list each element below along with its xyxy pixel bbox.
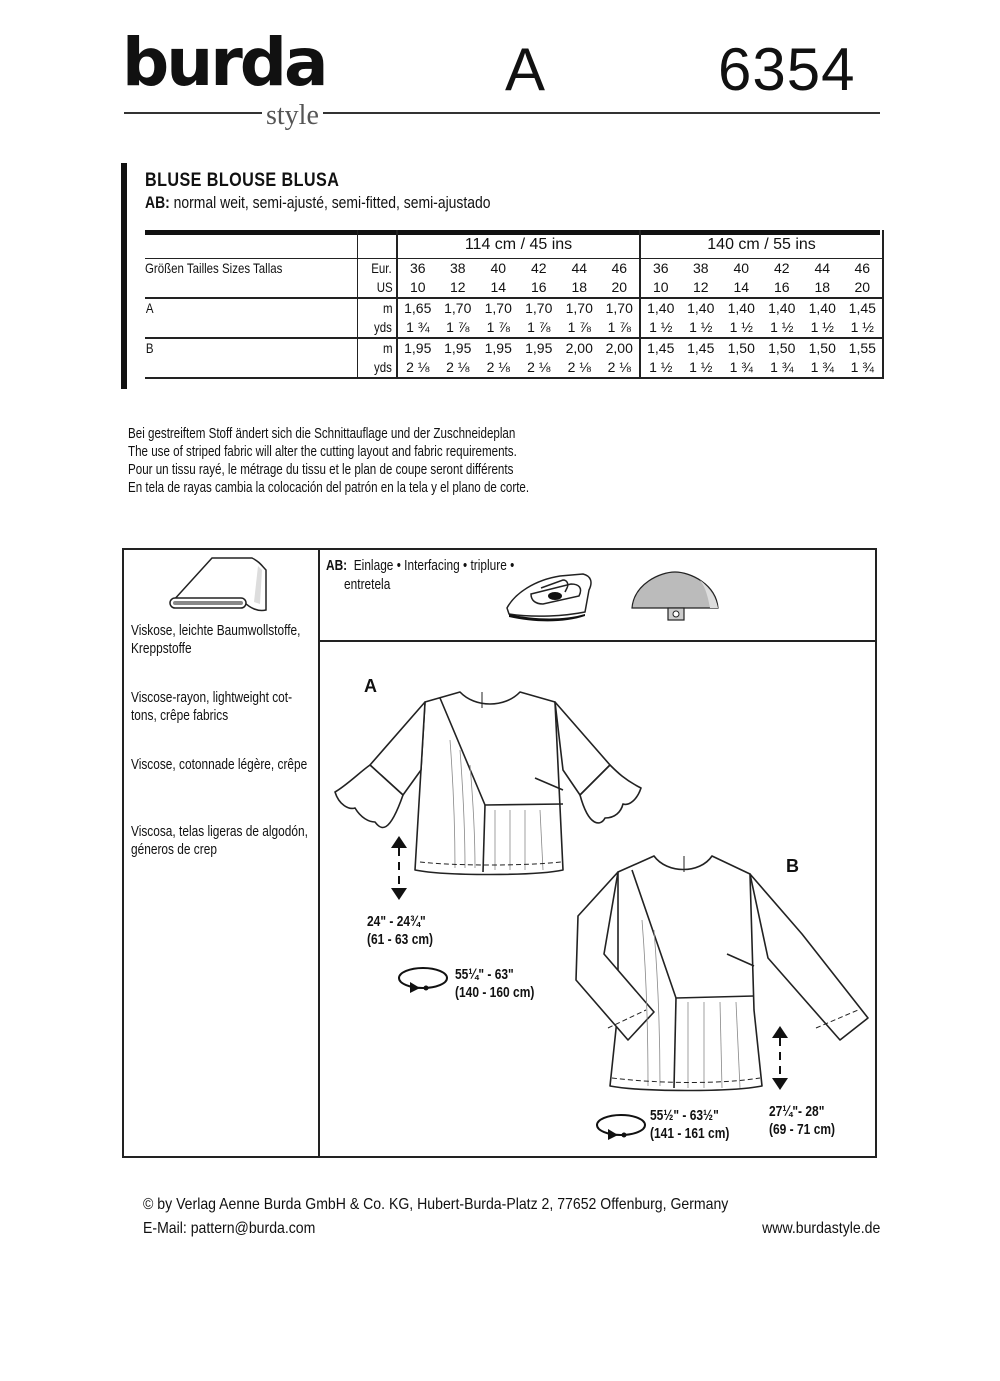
yardage-cell: 2 ⅛	[397, 358, 438, 378]
striped-fabric-note	[128, 425, 529, 497]
yard-label: yds	[374, 319, 393, 335]
view-b-length-in: 27¼"- 28"	[769, 1103, 825, 1120]
view-a-length-cm: (61 - 63 cm)	[367, 931, 434, 948]
width-header-row	[145, 230, 883, 259]
view-b-row-label: B	[145, 340, 154, 356]
yardage-cell: 2 ⅛	[478, 358, 519, 378]
yardage-cell: 1,95	[484, 340, 512, 356]
meter-label: m	[383, 340, 393, 356]
yardage-cell: 1,70	[525, 300, 553, 316]
yardage-cell: 2,00	[600, 338, 641, 358]
yardage-cell: 1,40	[687, 300, 715, 316]
website-link[interactable]: www.burdastyle.de	[761, 1220, 880, 1237]
yardage-cell: 1 ¾	[762, 358, 803, 378]
view-b-hem-in: 55½" - 63½"	[650, 1107, 719, 1124]
yardage-cell: 12	[438, 278, 479, 298]
yardage-cell: 1 ¾	[802, 358, 843, 378]
yardage-cell: 1,65	[404, 300, 432, 316]
copyright-line: © by Verlag Aenne Burda GmbH & Co. KG, Hubert-Burda-Platz 2, 77652 Offenburg, Germany	[143, 1196, 729, 1213]
sizes-label: Größen Tailles Sizes Tallas	[145, 260, 283, 276]
yardage-cell: 1 ½	[681, 318, 722, 338]
yardage-cell: 1,50	[727, 340, 755, 356]
view-a-hem	[455, 966, 534, 1002]
view-b-meter-row	[145, 338, 883, 358]
yard-label: yds	[374, 359, 393, 375]
fabric-line: Viscosa, telas ligeras de algodón,	[131, 824, 308, 840]
view-b-label: B	[786, 856, 799, 876]
hem-width-icon	[594, 1112, 648, 1140]
yardage-cell: 38	[449, 260, 466, 276]
brand-logo-sub: style	[262, 102, 323, 130]
yardage-cell: 1,50	[768, 340, 796, 356]
yardage-cell: 12	[681, 278, 722, 298]
yardage-cell: 18	[802, 278, 843, 298]
yardage-cell: 1 ½	[640, 358, 681, 378]
yardage-cell: 20	[600, 278, 641, 298]
view-b-hem	[650, 1107, 729, 1143]
yardage-cell: 1,70	[444, 300, 472, 316]
section-bar	[121, 163, 127, 389]
yardage-cell: 10	[397, 278, 438, 298]
yardage-cell: 1,40	[727, 300, 755, 316]
us-label: US	[376, 279, 393, 295]
yardage-cell: 2 ⅛	[519, 358, 560, 378]
yardage-cell: 1,95	[525, 340, 553, 356]
fabric-line: Viscose-rayon, lightweight cot-	[131, 690, 293, 706]
view-a-hem-in: 55¼" - 63"	[455, 966, 514, 983]
yardage-cell: 36	[652, 260, 669, 276]
view-a-row-label: A	[145, 300, 154, 316]
hem-width-icon	[396, 965, 450, 993]
yardage-cell: 1 ½	[802, 318, 843, 338]
interfacing-note	[326, 557, 514, 595]
view-b-yard-row	[145, 358, 883, 378]
yardage-cell: 16	[519, 278, 560, 298]
yardage-cell: 1 ½	[721, 318, 762, 338]
brand-logo: burda	[122, 24, 326, 101]
yardage-cell: 1 ⅞	[559, 318, 600, 338]
yardage-table	[145, 230, 884, 379]
fabric-suggestion-es	[131, 823, 308, 859]
view-a-meter-row	[145, 298, 883, 318]
view-b-length	[769, 1103, 835, 1139]
yardage-cell: 1 ½	[843, 318, 884, 338]
yardage-cell: 1,70	[484, 300, 512, 316]
us-size-row	[145, 278, 883, 298]
envelope-view-letter: A	[505, 36, 546, 103]
yardage-cell: 2 ⅛	[559, 358, 600, 378]
yardage-cell: 2 ⅛	[600, 358, 641, 378]
yardage-cell: 1 ¾	[843, 358, 884, 378]
view-b-hem-cm: (141 - 161 cm)	[650, 1125, 730, 1142]
yardage-cell: 16	[762, 278, 803, 298]
fabric-width-114: 114 cm / 45 ins	[397, 230, 640, 259]
yardage-cell: 1 ⅞	[519, 318, 560, 338]
view-a-label: A	[364, 676, 377, 696]
fabric-line: géneros de crep	[131, 842, 217, 858]
yardage-cell: 1 ¾	[721, 358, 762, 378]
pattern-number: 6354	[718, 36, 856, 103]
interfacing-line1: Einlage • Interfacing • triplure •	[353, 558, 515, 574]
yardage-cell: 1,45	[687, 340, 715, 356]
yardage-cell: 14	[478, 278, 519, 298]
contact-email[interactable]: E-Mail: pattern@burda.com	[143, 1220, 316, 1237]
note-en: The use of striped fabric will alter the cutting layout and fabric requirements.	[128, 444, 517, 460]
fabric-suggestion-fr	[131, 756, 307, 774]
eur-label: Eur.	[371, 260, 392, 276]
yardage-cell: 2 ⅛	[438, 358, 479, 378]
interfacing-label: AB:	[326, 558, 348, 574]
yardage-cell: 40	[490, 260, 507, 276]
yardage-cell: 1,70	[565, 300, 593, 316]
yardage-cell: 1 ⅞	[438, 318, 479, 338]
fabric-suggestion-en	[131, 689, 292, 725]
view-b-illustration	[572, 850, 872, 1100]
yardage-cell: 14	[721, 278, 762, 298]
fabric-line: Viskose, leichte Baumwollstoffe,	[131, 623, 301, 639]
fabric-line: tons, crêpe fabrics	[131, 708, 229, 724]
yardage-cell: 1 ½	[681, 358, 722, 378]
yardage-cell: 2,00	[565, 340, 593, 356]
yardage-cell: 1,45	[843, 298, 884, 318]
interfacing-line2: entretela	[344, 577, 391, 593]
yardage-cell: 38	[692, 260, 709, 276]
yardage-cell: 40	[733, 260, 750, 276]
yardage-cell: 10	[640, 278, 681, 298]
yardage-cell: 1 ½	[762, 318, 803, 338]
meter-label: m	[383, 300, 393, 316]
yardage-cell: 1,50	[808, 340, 836, 356]
view-a-length-in: 24" - 24¾"	[367, 913, 426, 930]
length-arrow-icon	[391, 836, 407, 900]
fit-label: AB:	[145, 193, 170, 212]
yardage-cell: 1,95	[404, 340, 432, 356]
yardage-cell: 20	[843, 278, 884, 298]
frame-divider-horizontal	[318, 640, 877, 642]
shank-button-icon	[630, 570, 720, 630]
fabric-width-140: 140 cm / 55 ins	[640, 230, 883, 259]
iron-icon	[505, 568, 595, 623]
fit-description	[145, 193, 491, 213]
yardage-cell: 42	[773, 260, 790, 276]
note-fr: Pour un tissu rayé, le métrage du tissu et le plan de coupe seront différents	[128, 462, 514, 478]
fabric-line: Viscose, cotonnade légère, crêpe	[131, 757, 308, 773]
yardage-cell: 44	[814, 260, 831, 276]
yardage-cell: 1,70	[600, 298, 641, 318]
fabric-bolt-icon	[162, 552, 282, 612]
view-b-length-cm: (69 - 71 cm)	[769, 1121, 836, 1138]
yardage-cell: 46	[843, 259, 884, 279]
yardage-cell: 1 ⅞	[478, 318, 519, 338]
fabric-suggestion-de	[131, 622, 300, 658]
view-a-hem-cm: (140 - 160 cm)	[455, 984, 535, 1001]
yardage-cell: 44	[571, 260, 588, 276]
yardage-cell: 1 ¾	[397, 318, 438, 338]
view-a-length	[367, 913, 433, 949]
fit-text: normal weit, semi-ajusté, semi-fitted, semi-ajustado	[173, 193, 491, 212]
yardage-cell: 42	[530, 260, 547, 276]
yardage-cell: 1,40	[808, 300, 836, 316]
note-es: En tela de rayas cambia la colocación del patrón en la tela y el plano de corte.	[128, 480, 530, 496]
view-a-yard-row	[145, 318, 883, 338]
yardage-cell: 18	[559, 278, 600, 298]
fabric-line: Kreppstoffe	[131, 641, 192, 657]
header-rule	[124, 112, 880, 114]
yardage-cell: 1,45	[647, 340, 675, 356]
yardage-cell: 1 ½	[640, 318, 681, 338]
yardage-cell: 46	[600, 259, 641, 279]
yardage-cell: 1,55	[843, 338, 884, 358]
garment-title: BLUSE BLOUSE BLUSA	[145, 170, 340, 191]
length-arrow-icon	[772, 1026, 788, 1090]
yardage-cell: 36	[409, 260, 426, 276]
yardage-cell: 1,40	[647, 300, 675, 316]
note-de: Bei gestreiftem Stoff ändert sich die Schnittauflage und der Zuschneideplan	[128, 426, 516, 442]
yardage-cell: 1,95	[444, 340, 472, 356]
yardage-cell: 1,40	[768, 300, 796, 316]
eur-size-row	[145, 259, 883, 279]
yardage-cell: 1 ⅞	[600, 318, 641, 338]
